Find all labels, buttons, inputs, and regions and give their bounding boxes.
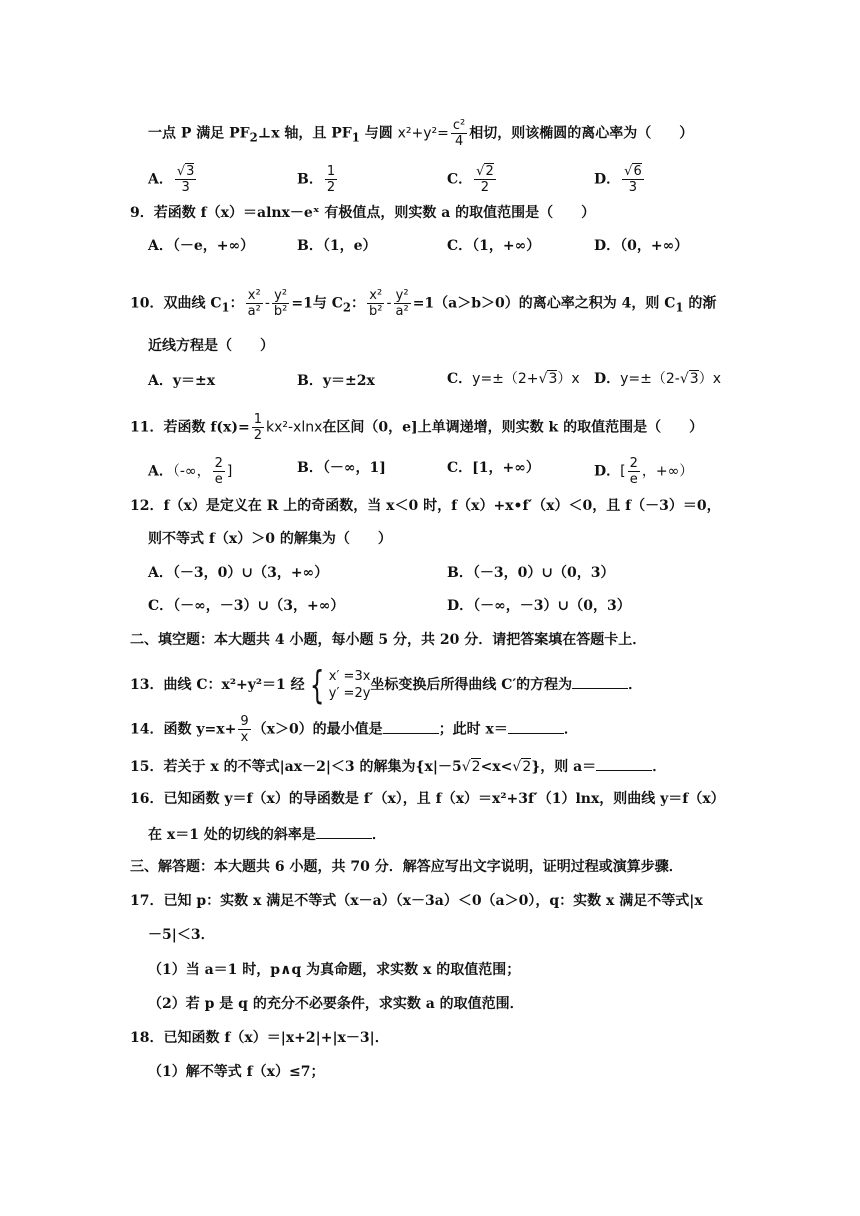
q10-option-a: A．y＝±x xyxy=(148,373,216,389)
q11-option-a: A．（-∞， $\frac{2}{e}$ ] xyxy=(148,456,233,487)
q17-stem: 17．已知 p：实数 x 满足不等式（x－a）（x－3a）＜0（a＞0），q：实数 x 满足不等式|x xyxy=(130,893,703,909)
q8-circle-lhs: x²+y²= xyxy=(397,125,449,142)
q18-part1: （1）解不等式 f（x）≤7； xyxy=(148,1064,325,1080)
q13-answer-blank[interactable] xyxy=(572,674,628,689)
q8-stem: 一点 P 满足 $PF_2\perp x$ 轴，且 $PF_1$ 与圆 x²+y²= $\frac{\text{c²}}{4}$ 相切，则该椭圆的离心率为（ ） xyxy=(148,118,694,149)
q10-option-b: B．y＝±2x xyxy=(297,373,375,389)
q9-option-c: C．（1，+∞） xyxy=(447,238,541,254)
q13-transform-system: { x′ =3x y′ =2y xyxy=(309,663,371,707)
q8-stem-text: 一点 P 满足 PF xyxy=(148,125,250,142)
q9-option-a: A．（－e，+∞） xyxy=(148,238,255,254)
q11-stem: 11．若函数 f(x)= $\frac{1}{2}$ kx²-xlnx在区间（0，e]上单调递增，则实数 k 的取值范围是（ ） xyxy=(130,412,704,443)
q16-answer-blank[interactable] xyxy=(316,824,372,839)
q8-option-a: A． √ $\frac{3}{3}$ xyxy=(148,164,198,195)
q8-option-b: B． $\frac{1}{2}$ xyxy=(297,164,336,195)
q8-stem-text-3: 与圆 xyxy=(359,125,393,142)
q18-stem: 18．已知函数 f（x）＝|x+2|+|x－3|． xyxy=(130,1030,389,1046)
q15-answer-blank[interactable] xyxy=(596,756,652,771)
q9-option-d: D．（0，+∞） xyxy=(594,238,689,254)
q10-option-d: D．y=±（2-√ 3）x xyxy=(594,370,721,388)
q11-option-b: B．（－∞，1] xyxy=(297,460,386,476)
q16-line2: 在 x＝1 处的切线的斜率是 ． xyxy=(148,824,386,844)
section-solve-title: 三、解答题：本大题共 6 小题，共 70 分．解答应写出文字说明，证明过程或演算步骤． xyxy=(130,859,683,875)
q9-stem: 9．若函数 f（x）＝alnx－eˣ 有极值点，则实数 a 的取值范围是（ ） xyxy=(130,205,596,221)
q13-stem: 13．曲线 C：x²+y²＝1 经 { x′ =3x y′ =2y 坐标变换后所得曲线 C′的方程为 ． xyxy=(130,663,643,707)
q12-option-d: D．（－∞，－3）∪（0，3） xyxy=(447,598,631,614)
q12-stem: 12．f（x）是定义在 R 上的奇函数，当 x＜0 时，f（x）+x•f′（x）＜0，且 f（－3）＝0， xyxy=(130,498,721,514)
q14-answer-blank-1[interactable] xyxy=(383,719,439,734)
q11-option-c: C．[1，+∞） xyxy=(447,460,540,476)
q11-option-d: D．[ $\frac{2}{e}$ ，+∞） xyxy=(594,456,694,487)
q10-line2: 近线方程是（ ） xyxy=(148,338,274,354)
q14-answer-blank-2[interactable] xyxy=(508,719,564,734)
q8-option-c: C． √ $\frac{2}{2}$ xyxy=(447,164,498,195)
q12-line2: 则不等式 f（x）＞0 的解集为（ ） xyxy=(148,531,392,547)
q14-stem: 14．函数 y=x+ $\frac{9}{x}$ （x＞0）的最小值是 ；此时 x＝ ． xyxy=(130,714,578,745)
q9-option-b: B．（1，e） xyxy=(297,238,377,254)
q12-option-a: A．（－3，0）∪（3，+∞） xyxy=(148,565,329,581)
q8-stem-text-2: ⊥x 轴，且 PF xyxy=(257,125,352,142)
q17-part2: （2）若 p 是 q 的充分不必要条件，求实数 a 的取值范围． xyxy=(148,996,524,1012)
q16-stem: 16．已知函数 y＝f（x）的导函数是 f′（x），且 f（x）＝x²+3f′（1）lnx，则曲线 y＝f（x） xyxy=(130,791,725,807)
section-fill-in-title: 二、填空题：本大题共 4 小题，每小题 5 分，共 20 分．请把答案填在答题卡上． xyxy=(130,632,647,648)
q10-stem: 10．双曲线 $C_1$： $\frac{\text{x²}}{\text{a²}}$ - $\frac{\text{y²}}{\text{b²}}$ =1与 $C_2$： $\frac{\text{x²}}{\text{b²}}$ - $\frac{\text{y²}}{\text{a²}}$ =1（a＞b＞0）的离心率之积为 4，则 $C_1$ 的渐 xyxy=(130,288,717,319)
q12-option-c: C．（－∞，－3）∪（3，+∞） xyxy=(148,598,345,614)
q15-stem: 15．若关于 x 的不等式|ax－2|＜3 的解集为{x|－5√ 2<x<√ 2}，则 a＝ ． xyxy=(130,756,666,776)
q12-option-b: B．（－3，0）∪（0，3） xyxy=(447,565,615,581)
q10-option-c: C．y=±（2+√ 3）x xyxy=(447,370,580,388)
q8-option-d: D． √ $\frac{6}{3}$ xyxy=(594,164,646,195)
q8-stem-end: 相切，则该椭圆的离心率为（ ） xyxy=(469,125,694,142)
q8-circle-frac: $\frac{\text{c²}}{4}$ xyxy=(452,118,466,149)
q17-line2: －5|＜3． xyxy=(148,927,215,943)
q17-part1: （1）当 a＝1 时，p∧q 为真命题，求实数 x 的取值范围； xyxy=(148,962,521,978)
